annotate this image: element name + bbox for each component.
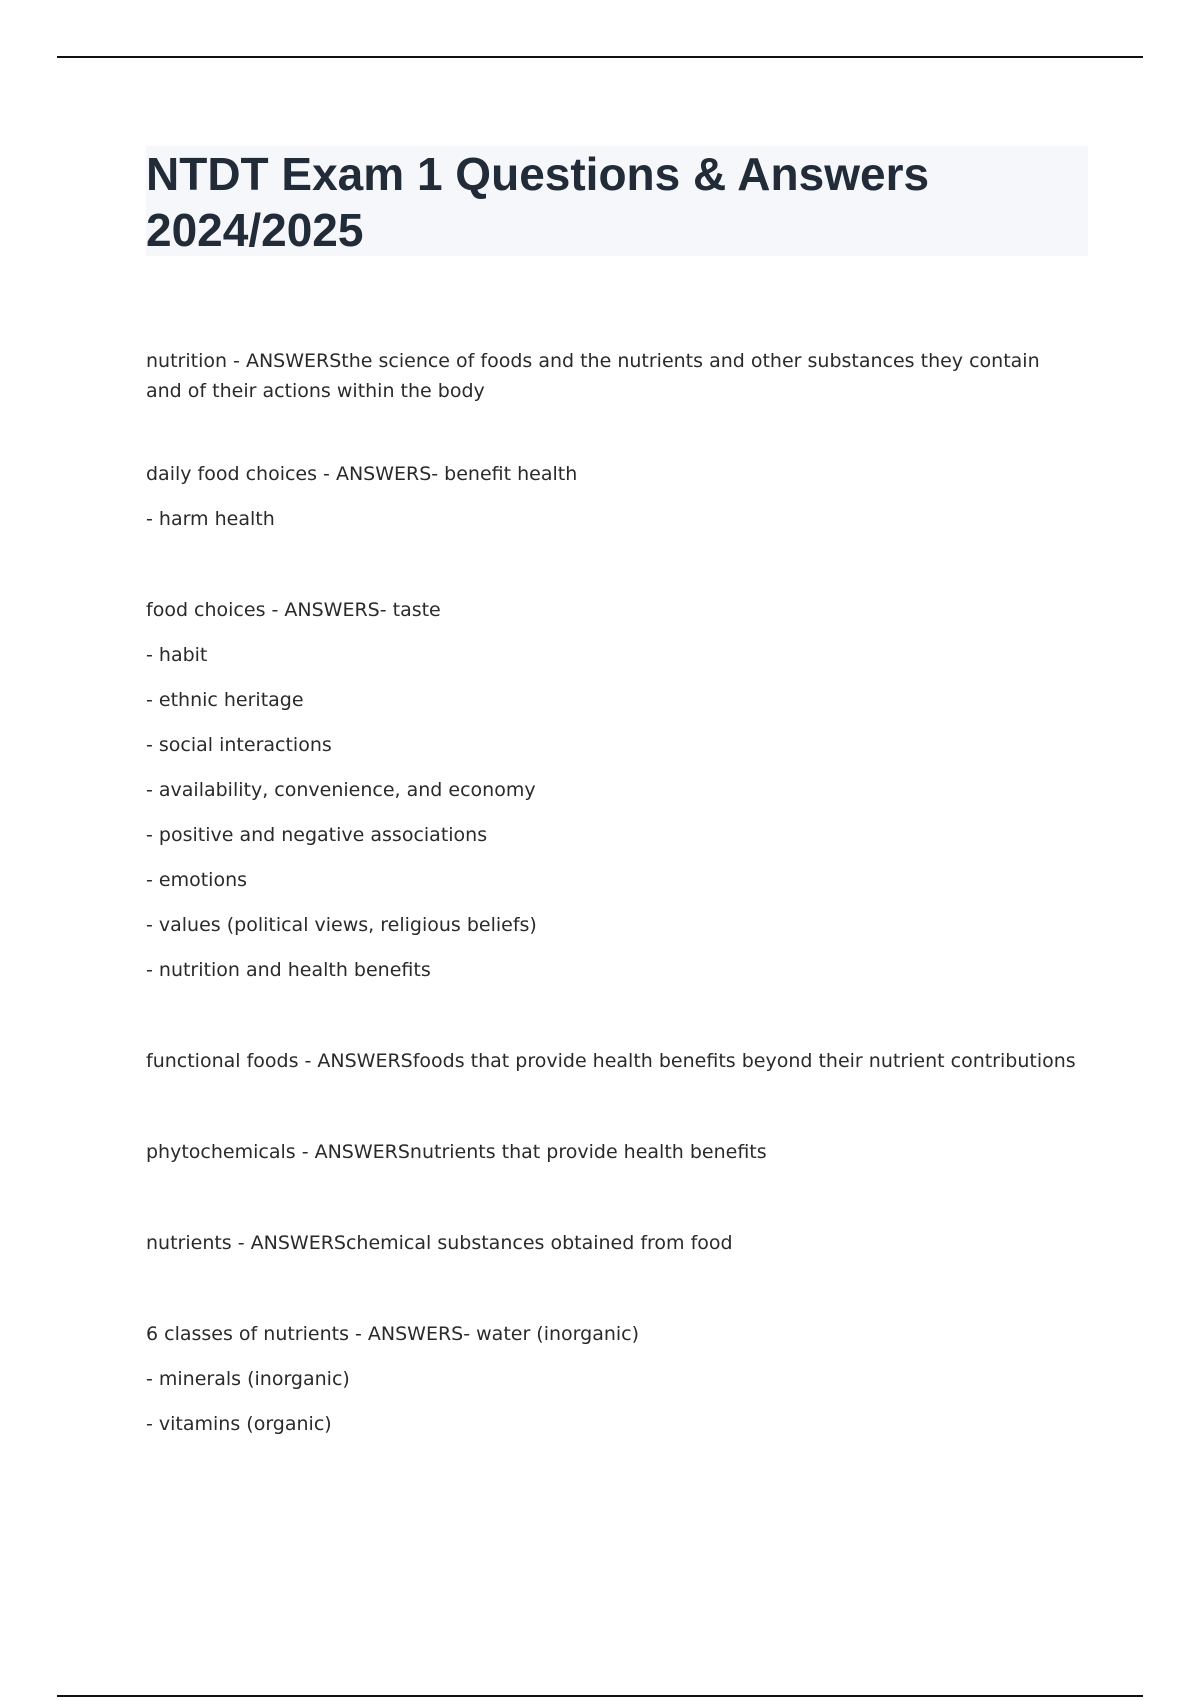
entry-line: - nutrition and health benefits bbox=[146, 959, 431, 981]
qa-entry-food-choices bbox=[146, 588, 1066, 993]
entry-gap bbox=[146, 406, 1066, 452]
entry-line: - harm health bbox=[146, 508, 275, 530]
entry-line: - ethnic heritage bbox=[146, 689, 304, 711]
entry-gap bbox=[146, 1175, 1066, 1221]
entry-gap bbox=[146, 993, 1066, 1039]
entry-line: - vitamins (organic) bbox=[146, 1413, 332, 1435]
entry-gap bbox=[146, 542, 1066, 588]
entry-line: - habit bbox=[146, 644, 208, 666]
bottom-rule bbox=[57, 1695, 1143, 1697]
entry-line: food choices - ANSWERS- taste bbox=[146, 599, 441, 621]
top-rule bbox=[57, 56, 1143, 58]
entry-gap bbox=[146, 1266, 1066, 1312]
entry-line: 6 classes of nutrients - ANSWERS- water (inorganic) bbox=[146, 1323, 640, 1345]
entry-line: nutrients - ANSWERSchemical substances obtained from food bbox=[146, 1232, 733, 1254]
entry-line: - emotions bbox=[146, 869, 248, 891]
qa-entry-functional-foods bbox=[146, 1039, 1076, 1084]
entry-line: - values (political views, religious beliefs) bbox=[146, 914, 537, 936]
entry-line: - social interactions bbox=[146, 734, 332, 756]
entry-line: - positive and negative associations bbox=[146, 824, 488, 846]
entry-line: phytochemicals - ANSWERSnutrients that provide health benefits bbox=[146, 1141, 767, 1163]
qa-entry-daily-food-choices bbox=[146, 452, 1066, 542]
qa-entry-nutrition bbox=[146, 346, 1066, 406]
entry-line: nutrition - ANSWERSthe science of foods and the nutrients and other substances they contain and of their actions within the body bbox=[146, 350, 1040, 402]
entry-line: - minerals (inorganic) bbox=[146, 1368, 350, 1390]
entry-gap bbox=[146, 1084, 1066, 1130]
entry-line: functional foods - ANSWERSfoods that provide health benefits beyond their nutrient contributions bbox=[146, 1050, 1076, 1072]
entry-line: daily food choices - ANSWERS- benefit health bbox=[146, 463, 578, 485]
title-block bbox=[146, 146, 1088, 256]
qa-entry-phytochemicals bbox=[146, 1130, 1066, 1175]
qa-list bbox=[146, 346, 1076, 1447]
document-title: NTDT Exam 1 Questions & Answers 2024/2025 bbox=[146, 148, 930, 256]
qa-entry-nutrients bbox=[146, 1221, 1066, 1266]
qa-entry-6-classes-of-nutrients bbox=[146, 1312, 1066, 1447]
entry-line: - availability, convenience, and economy bbox=[146, 779, 536, 801]
